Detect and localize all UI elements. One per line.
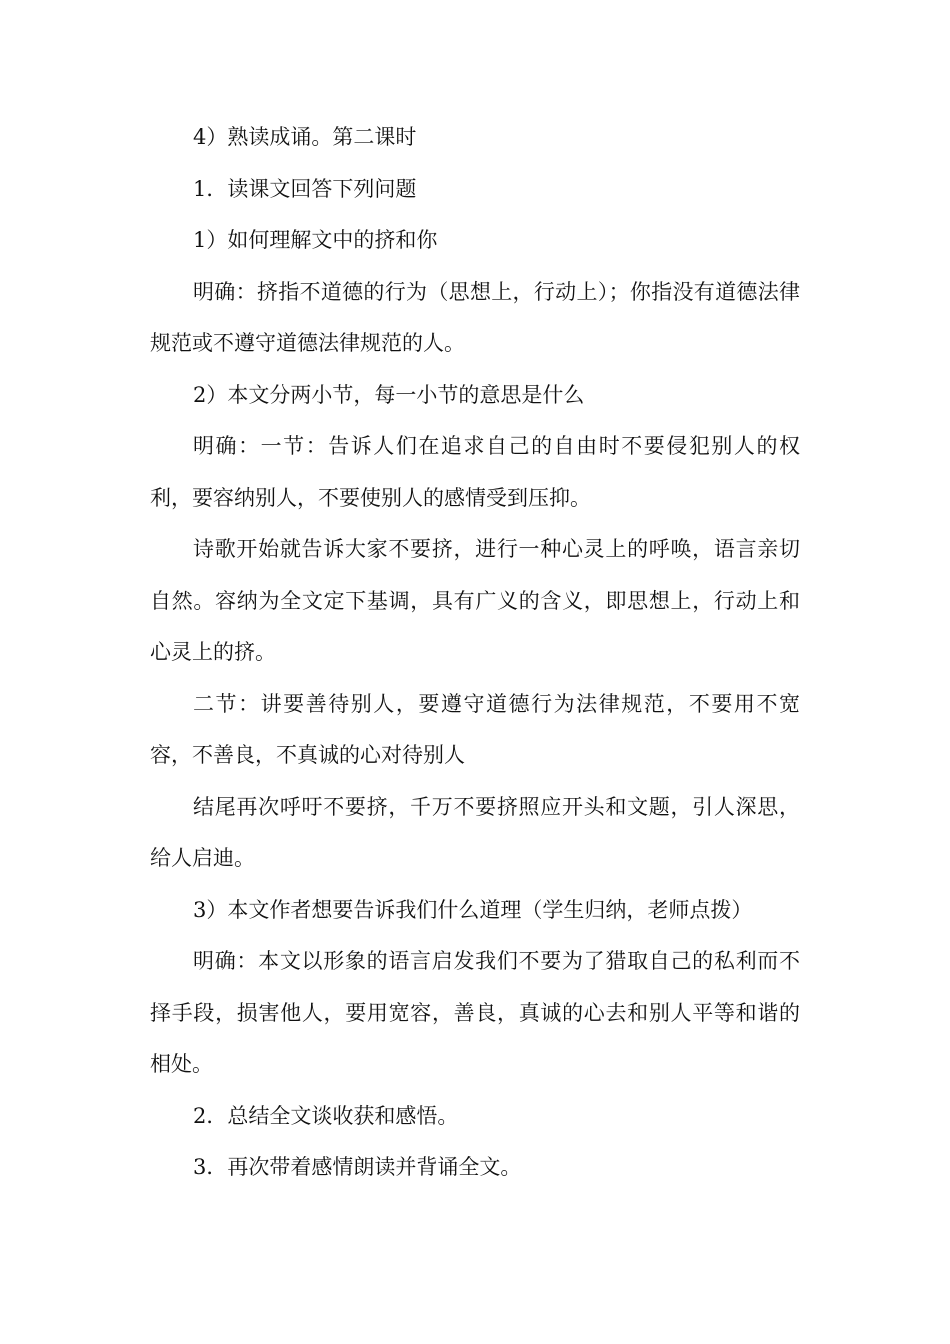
paragraph: 4）熟读成诵。第二课时: [193, 125, 417, 149]
paragraph: 结尾再次呼吁不要挤，千万不要挤照应开头和文题，引人深思，给人启迪。: [150, 794, 800, 870]
paragraph: 明确：本文以形象的语言启发我们不要为了猎取自己的私利而不择手段，损害他人，要用宽容，善良，真诚的心去和别人平等和谐的相处。: [150, 949, 800, 1076]
paragraph: 诗歌开始就告诉大家不要挤，进行一种心灵上的呼唤，语言亲切自然。容纳为全文定下基调，具有广义的含义，即思想上，行动上和心灵上的挤。: [150, 537, 800, 664]
paragraph: 2）本文分两小节，每一小节的意思是什么: [193, 382, 585, 407]
paragraph: 明确：一节：告诉人们在追求自己的自由时不要侵犯别人的权利，要容纳别人，不要使别人的感情受到压抑。: [150, 434, 800, 510]
paragraph: 二节：讲要善待别人，要遵守道德行为法律规范，不要用不宽容，不善良，不真诚的心对待别人: [150, 691, 800, 767]
paragraph: 3．再次带着感情朗读并背诵全文。: [193, 1155, 522, 1179]
paragraph: 1）如何理解文中的挤和你: [193, 228, 438, 252]
document-page: [150, 112, 800, 1194]
paragraph: 明确：挤指不道德的行为（思想上，行动上）；你指没有道德法律规范或不遵守道德法律规范的人。: [150, 279, 800, 355]
paragraph: 2．总结全文谈收获和感悟。: [193, 1103, 459, 1128]
paragraph: 1．读课文回答下列问题: [193, 176, 417, 201]
paragraph: 3）本文作者想要告诉我们什么道理（学生归纳，老师点拨）: [193, 897, 753, 922]
